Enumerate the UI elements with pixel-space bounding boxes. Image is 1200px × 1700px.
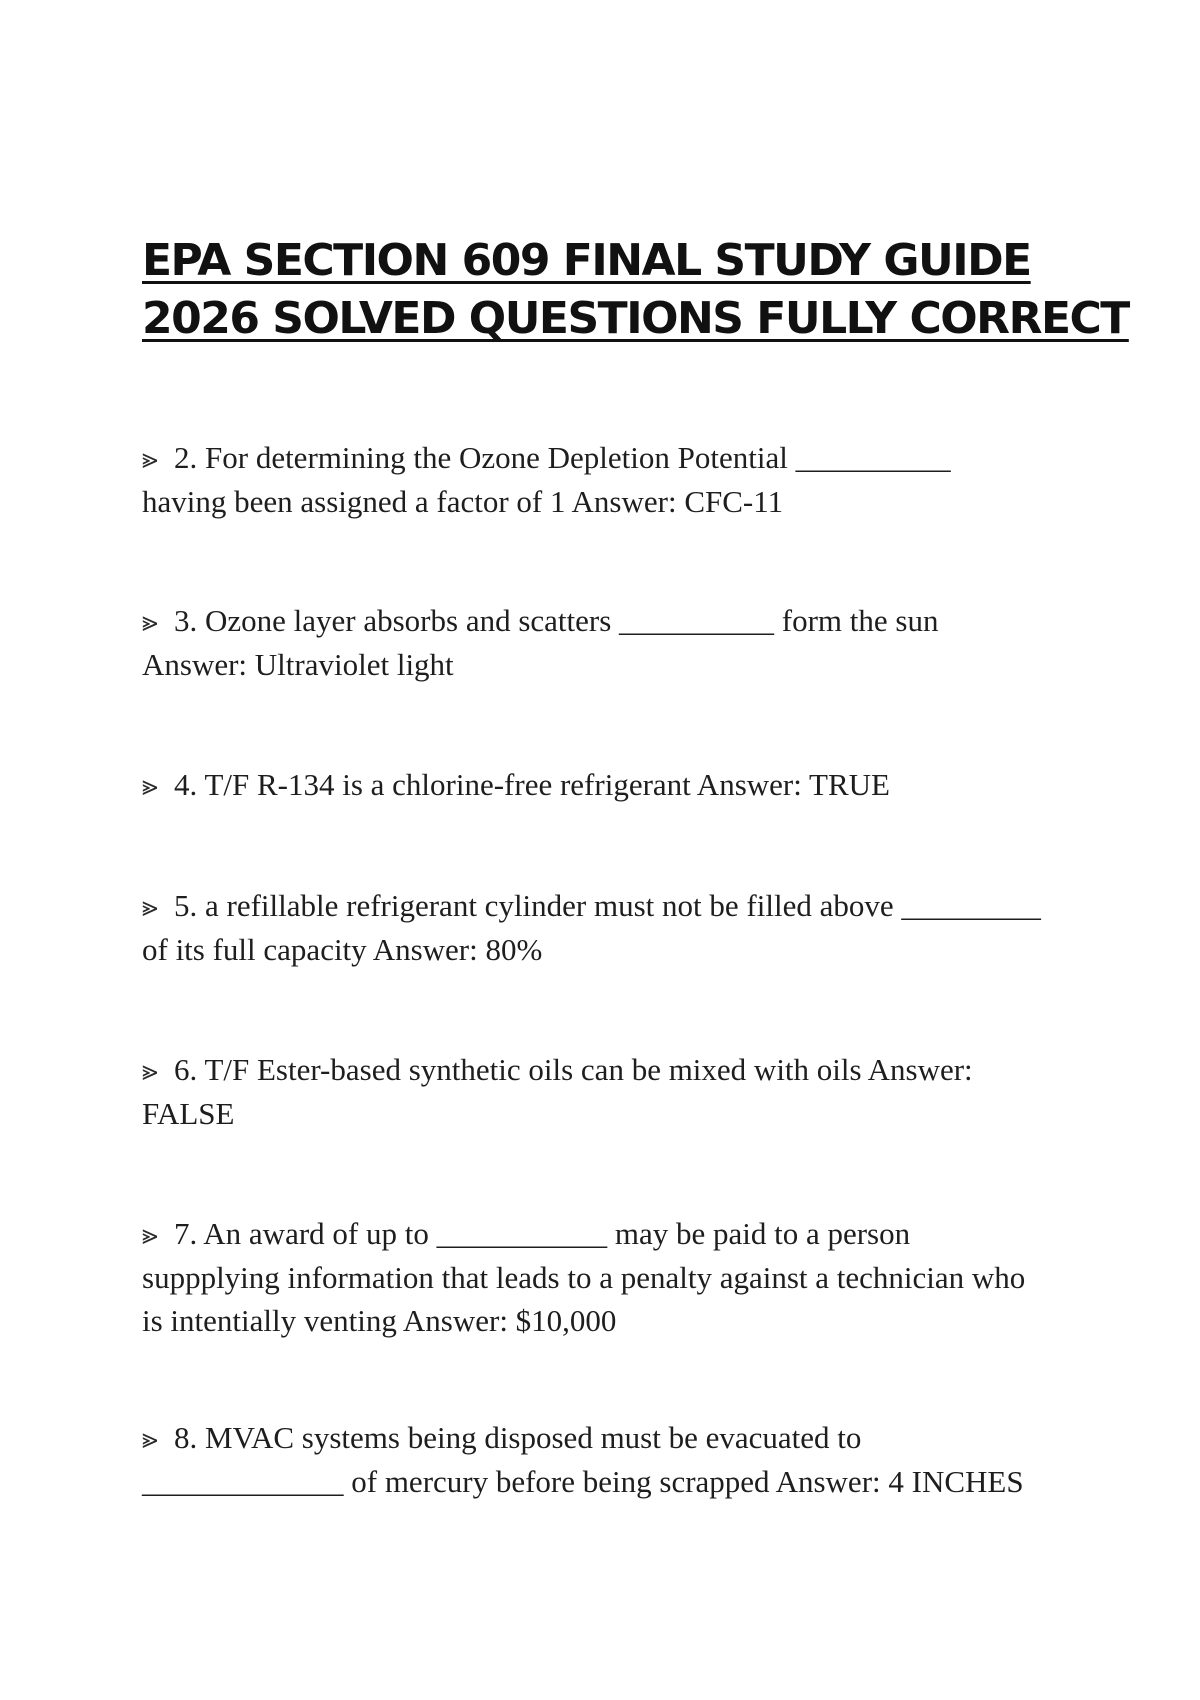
question-2-line-1: 2. For determining the Ozone Depletion Potential __________: [174, 440, 951, 475]
question-2: [142, 436, 1082, 523]
question-5-line-2: of its full capacity Answer: 80%: [142, 932, 543, 967]
question-6-line-1: 6. T/F Ester-based synthetic oils can be mixed with oils Answer:: [174, 1052, 973, 1087]
question-6-line-2: FALSE: [142, 1096, 235, 1131]
question-6: [142, 1048, 1082, 1135]
question-3: [142, 599, 1082, 686]
question-5: [142, 884, 1082, 971]
question-4: [142, 763, 1082, 807]
question-3-line-1: 3. Ozone layer absorbs and scatters __________ form the sun: [174, 603, 939, 638]
question-3-line-2: Answer: Ultraviolet light: [142, 647, 454, 682]
bullet-arrow-icon: ⪢: [142, 1218, 158, 1251]
question-8-line-1: 8. MVAC systems being disposed must be evacuated to: [174, 1420, 862, 1455]
question-7-line-3: is intentially venting Answer: $10,000: [142, 1303, 617, 1338]
question-8-line-2: _____________ of mercury before being scrapped Answer: 4 INCHES: [142, 1464, 1024, 1499]
bullet-arrow-icon: ⪢: [142, 1054, 158, 1087]
question-8: [142, 1416, 1082, 1503]
question-7: [142, 1212, 1082, 1342]
bullet-arrow-icon: ⪢: [142, 1422, 158, 1455]
bullet-arrow-icon: ⪢: [142, 605, 158, 638]
bullet-arrow-icon: ⪢: [142, 769, 158, 802]
title-line-1: EPA SECTION 609 FINAL STUDY GUIDE: [142, 235, 1031, 286]
question-4-line-1: 4. T/F R-134 is a chlorine-free refrigerant Answer: TRUE: [174, 767, 890, 802]
document-title: [142, 232, 1129, 348]
bullet-arrow-icon: ⪢: [142, 890, 158, 923]
title-line-2: 2026 SOLVED QUESTIONS FULLY CORRECT: [142, 293, 1129, 344]
question-7-line-1: 7. An award of up to ___________ may be paid to a person: [174, 1216, 911, 1251]
question-2-line-2: having been assigned a factor of 1 Answer: CFC-11: [142, 484, 784, 519]
question-5-line-1: 5. a refillable refrigerant cylinder must not be filled above _________: [174, 888, 1041, 923]
question-7-line-2: suppplying information that leads to a penalty against a technician who: [142, 1260, 1026, 1295]
bullet-arrow-icon: ⪢: [142, 442, 158, 475]
